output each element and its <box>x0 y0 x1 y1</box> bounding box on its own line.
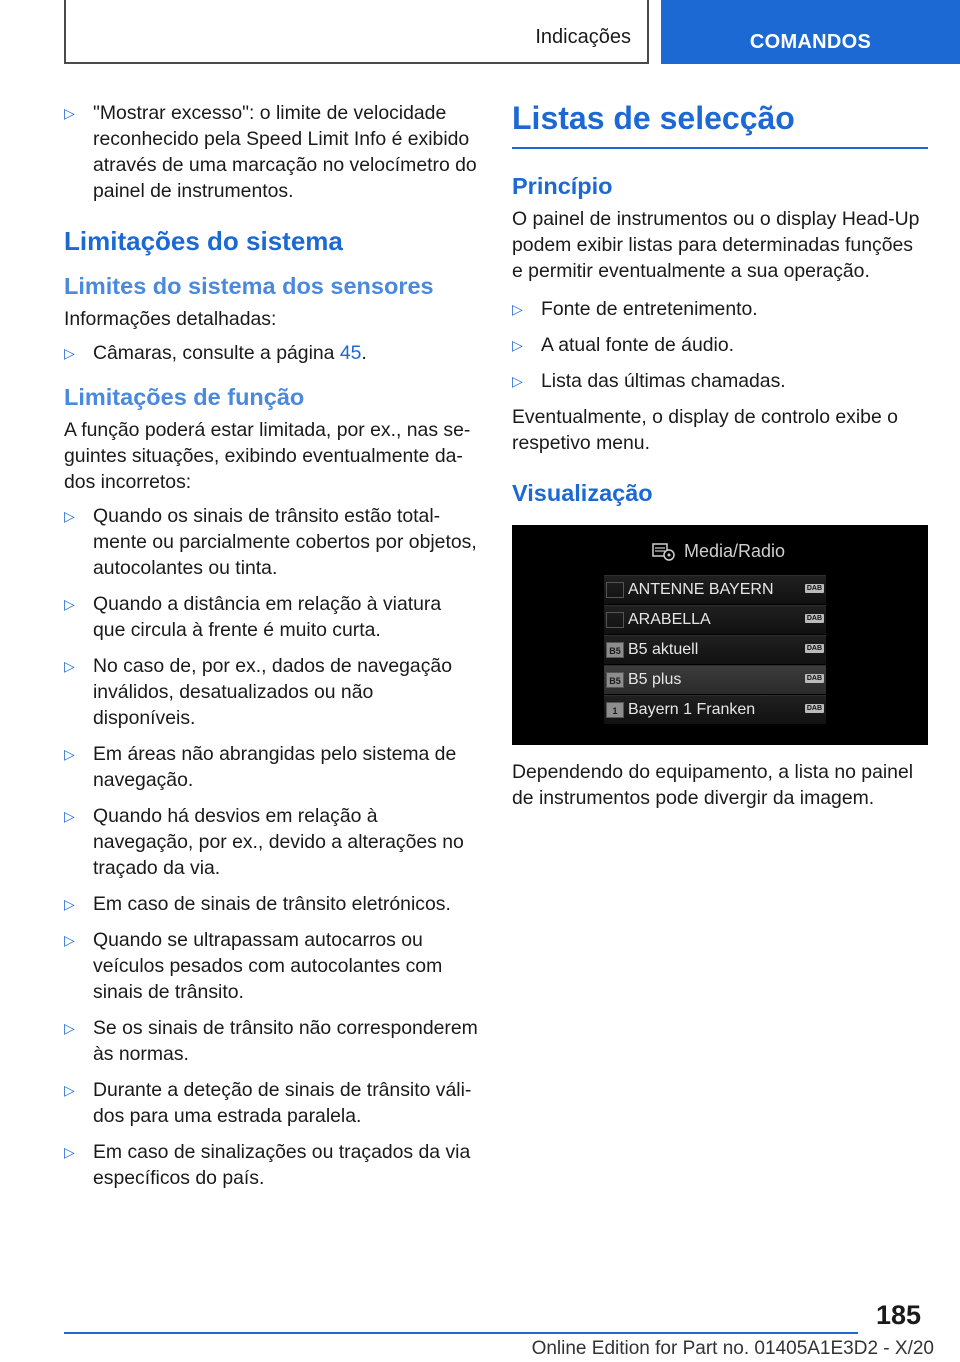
footer-edition: Online Edition for Part no. 01405A1E3D2 - X/20 <box>531 1338 934 1359</box>
media-radio-icon <box>652 542 676 562</box>
triangle-bullet-icon: ▷ <box>64 1020 75 1036</box>
footer-divider <box>64 1332 858 1334</box>
station-logo-icon <box>606 612 624 628</box>
right-column <box>512 100 928 819</box>
dab-badge: DAB <box>806 615 822 622</box>
triangle-bullet-icon: ▷ <box>64 896 75 912</box>
heading-display: Visualização <box>512 480 653 506</box>
principle-after: Eventualmente, o display de controlo exibe o respetivo menu. <box>512 406 898 454</box>
station-label: B5 plus <box>628 671 682 688</box>
triangle-bullet-icon: ▷ <box>512 373 523 389</box>
heading-function-limits: Limitações de função <box>64 384 305 410</box>
list-item: ▷ Se os sinais de trânsito não corresponderem às normas. <box>64 1017 478 1065</box>
list-item: ▷ Quando a distância em relação à viatura que circula à frente é muito curta. <box>64 593 442 641</box>
screen-title: Media/Radio <box>652 541 785 562</box>
heading-system-limitations: Limitações do sistema <box>64 226 343 256</box>
triangle-bullet-icon: ▷ <box>64 1144 75 1160</box>
triangle-bullet-icon: ▷ <box>64 596 75 612</box>
principle-list <box>512 296 928 394</box>
intro-list <box>64 100 478 204</box>
triangle-bullet-icon: ▷ <box>64 105 75 121</box>
station-label: ANTENNE BAYERN <box>628 581 774 598</box>
heading-principle: Princípio <box>512 173 613 199</box>
triangle-bullet-icon: ▷ <box>512 301 523 317</box>
image-caption: Dependendo do equipamento, a lista no painel de instrumentos pode divergir da imagem. <box>512 761 914 809</box>
station-logo-icon: 1 <box>606 702 624 718</box>
dab-badge: DAB <box>806 645 822 652</box>
list-item: ▷ Fonte de entretenimento. <box>512 298 758 320</box>
station-label: Bayern 1 Franken <box>628 701 756 718</box>
station-row[interactable] <box>604 695 826 724</box>
list-item: ▷ Câmaras, consulte a página 45. <box>64 342 367 364</box>
header-chapter-tab[interactable]: COMANDOS <box>661 0 960 64</box>
station-logo-icon: B5 <box>606 642 624 658</box>
left-column <box>64 100 478 1205</box>
station-logo-icon <box>606 582 624 598</box>
station-logo-icon: B5 <box>606 672 624 688</box>
station-row[interactable] <box>604 665 826 694</box>
station-list <box>604 575 826 725</box>
station-row[interactable] <box>604 635 826 664</box>
sensors-list <box>64 340 478 366</box>
heading-sensor-limits: Limites do sistema dos sensores <box>64 273 434 299</box>
list-item: ▷ Lista das últimas chamadas. <box>512 370 786 392</box>
list-item: ▷ Em caso de sinalizações ou traçados da via específicos do país. <box>64 1141 471 1189</box>
station-label: B5 aktuell <box>628 641 699 658</box>
list-item: ▷ "Mostrar excesso": o limite de velocidade reconhecido pela Speed Limit Info é exibido através de uma marcação no velocímetro do painel de instrumentos. <box>64 102 477 202</box>
dab-badge: DAB <box>806 705 822 712</box>
triangle-bullet-icon: ▷ <box>64 932 75 948</box>
page-number: 185 <box>876 1300 922 1330</box>
list-item: ▷ Quando há desvios em relação à navegação, por ex., devido a alterações no traçado da via. <box>64 805 464 879</box>
triangle-bullet-icon: ▷ <box>64 746 75 762</box>
triangle-bullet-icon: ▷ <box>64 658 75 674</box>
station-row[interactable] <box>604 605 826 634</box>
dab-badge: DAB <box>806 675 822 682</box>
station-row[interactable] <box>604 575 826 604</box>
function-intro: A função poderá estar limitada, por ex., nas seguintes situações, exibindo eventualmente dados incorretos: <box>64 419 471 493</box>
list-item: ▷ Quando os sinais de trânsito estão totalmente ou parcialmente cobertos por objetos, autocolantes ou tinta. <box>64 505 477 579</box>
list-item: ▷ No caso de, por ex., dados de navegação inválidos, desatualizados ou não disponíveis. <box>64 655 452 729</box>
list-item: ▷ A atual fonte de áudio. <box>512 334 734 356</box>
triangle-bullet-icon: ▷ <box>64 345 75 361</box>
page-link[interactable]: 45 <box>339 342 362 364</box>
list-item: ▷ Em áreas não abrangidas pelo sistema de navegação. <box>64 743 457 791</box>
page-title: Listas de selecção <box>512 100 928 149</box>
media-radio-screenshot <box>512 525 928 745</box>
triangle-bullet-icon: ▷ <box>512 337 523 353</box>
header-section-box <box>64 0 649 64</box>
list-item: ▷ Quando se ultrapassam autocarros ou veículos pesados com autocolantes com sinais de trânsito. <box>64 929 443 1003</box>
list-item: ▷ Em caso de sinais de trânsito eletrónicos. <box>64 893 451 915</box>
triangle-bullet-icon: ▷ <box>64 808 75 824</box>
triangle-bullet-icon: ▷ <box>64 1082 75 1098</box>
function-list <box>64 503 478 1191</box>
triangle-bullet-icon: ▷ <box>64 508 75 524</box>
station-label: ARABELLA <box>628 611 711 628</box>
sensors-intro: Informações detalhadas: <box>64 308 277 330</box>
list-item: ▷ Durante a deteção de sinais de trânsito válidos para uma estrada paralela. <box>64 1079 472 1127</box>
dab-badge: DAB <box>806 585 822 592</box>
header-section-label: Indicações <box>535 26 631 48</box>
principle-text: O painel de instrumentos ou o display Head-Up podem exibir listas para determinadas funções e permitir eventualmente a sua operação. <box>512 208 920 282</box>
